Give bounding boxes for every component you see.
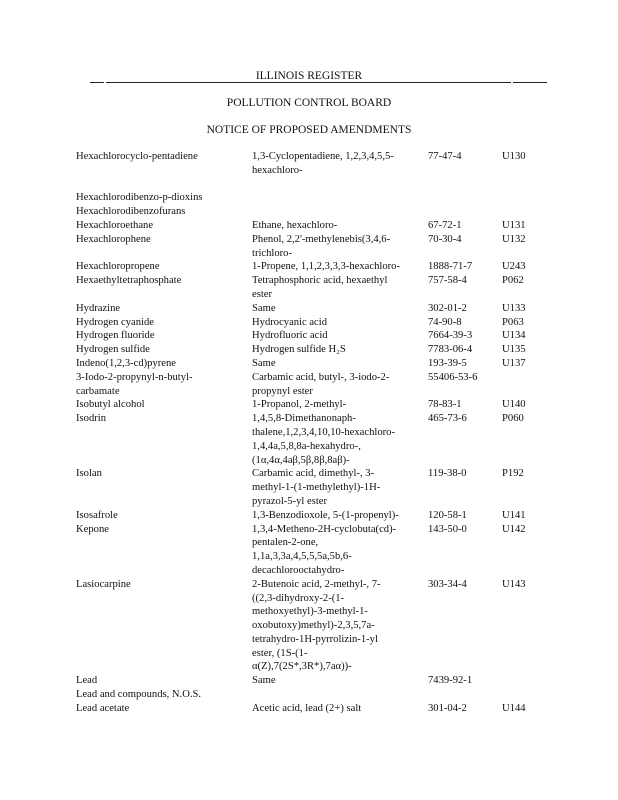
cas-number: 67-72-1: [428, 219, 462, 231]
chemical-synonym: Carbamic acid, butyl-, 3-iodo-2- propynyl ester: [252, 371, 390, 397]
chemical-synonym: Ethane, hexachloro-: [252, 219, 338, 231]
chemical-synonym: Hydrofluoric acid: [252, 330, 328, 342]
waste-code: P063: [502, 316, 524, 328]
table-body: [76, 150, 556, 716]
chemical-synonym: Tetraphosphoric acid, hexaethyl ester: [252, 275, 388, 300]
chemical-synonym: [252, 205, 428, 219]
chemical-synonym: 1-Propene, 1,1,2,3,3,3-hexachloro-: [252, 261, 400, 273]
waste-code: P062: [502, 275, 524, 287]
chemical-name: Hexachlorocyclo-pentadiene: [76, 151, 198, 162]
waste-code: U137: [502, 357, 526, 369]
waste-code: U131: [502, 219, 526, 231]
waste-code: [502, 178, 556, 206]
chemical-synonym: Same: [252, 302, 276, 314]
table-row: [76, 688, 556, 702]
hazardous-constituents-table: [76, 150, 556, 716]
cas-number: [428, 688, 502, 702]
chemical-synonym: Same: [252, 675, 276, 687]
chemical-name: Kepone: [76, 523, 109, 535]
table-row: [76, 523, 556, 578]
waste-code: U144: [502, 702, 526, 714]
table-row: [76, 178, 556, 206]
chemical-name: Hexachlorophene: [76, 233, 151, 245]
cas-number: 1888-71-7: [428, 261, 473, 273]
table-row: [76, 398, 556, 412]
waste-code: U141: [502, 509, 526, 521]
chemical-synonym: 1,3-Benzodioxole, 5-(1-propenyl)-: [252, 509, 399, 521]
waste-code: U134: [502, 330, 526, 342]
cas-number: 70-30-4: [428, 233, 462, 245]
chemical-name: Isosafrole: [76, 509, 118, 521]
cas-number: 757-58-4: [428, 275, 467, 287]
cas-number: 7664-39-3: [428, 330, 473, 342]
cas-number: 77-47-4: [428, 151, 462, 162]
chemical-synonym: 1-Propanol, 2-methyl-: [252, 399, 347, 411]
chemical-synonym: Phenol, 2,2'-methylenebis(3,4,6- trichloro-: [252, 233, 391, 259]
waste-code: U132: [502, 233, 526, 245]
table-row: [76, 343, 556, 357]
waste-code: U133: [502, 302, 526, 314]
chemical-name: Lasiocarpine: [76, 578, 131, 590]
chemical-synonym: 1,4,5,8-Dimethanonaph- thalene,1,2,3,4,10,10-hexachloro- 1,4,4a,5,8,8a-hexahydro-, (1α,4α,4aβ,5β,8β,8aβ)-: [252, 413, 395, 466]
table-row: [76, 371, 556, 399]
chemical-synonym: Carbamic acid, dimethyl-, 3- methyl-1-(1-methylethyl)-1H- pyrazol-5-yl ester: [252, 468, 381, 507]
chemical-name: Hydrogen sulfide: [76, 344, 150, 356]
register-title: ILLINOIS REGISTER: [255, 70, 363, 82]
chemical-name: Hydrogen cyanide: [76, 316, 154, 328]
table-row: [76, 274, 556, 302]
chemical-name: Isodrin: [76, 413, 107, 425]
cas-number: 7783-06-4: [428, 344, 473, 356]
chemical-synonym: Hydrogen sulfide H₂S: [252, 344, 346, 356]
chemical-name: Indeno(1,2,3-cd)pyrene: [76, 357, 177, 369]
board-title: POLLUTION CONTROL BOARD: [226, 97, 392, 109]
table-row: [76, 578, 556, 675]
cas-number: 303-34-4: [428, 578, 467, 590]
chemical-synonym: Same: [252, 357, 276, 369]
chemical-name: Hexachloroethane: [76, 219, 154, 231]
waste-code: U143: [502, 578, 526, 590]
table-row: [76, 412, 556, 467]
cas-number: 120-58-1: [428, 509, 467, 521]
chemical-name: Lead: [76, 675, 98, 687]
table-row: [76, 357, 556, 371]
cas-number: [428, 205, 502, 219]
waste-code: P192: [502, 468, 524, 480]
chemical-synonym: 1,3-Cyclopentadiene, 1,2,3,4,5,5- hexachloro-: [252, 151, 394, 176]
chemical-name: Hexachloropropene: [76, 261, 160, 273]
table-row: [76, 302, 556, 316]
waste-code: [502, 674, 556, 688]
cas-number: 55406-53-6: [428, 371, 478, 383]
chemical-name: Hexachlorodibenzofurans: [76, 206, 186, 218]
chemical-synonym: Hydrocyanic acid: [252, 316, 328, 328]
table-row: [76, 329, 556, 343]
waste-code: U140: [502, 399, 526, 411]
cas-number: 301-04-2: [428, 702, 467, 714]
table-row: [76, 509, 556, 523]
chemical-name: Isobutyl alcohol: [76, 399, 145, 411]
waste-code: [502, 205, 556, 219]
chemical-name: Hydrazine: [76, 302, 121, 314]
chemical-name: Hexaethyltetraphosphate: [76, 275, 182, 287]
cas-number: 74-90-8: [428, 316, 462, 328]
cas-number: 143-50-0: [428, 523, 467, 535]
table-row: [76, 467, 556, 508]
cas-number: 78-83-1: [428, 399, 462, 411]
waste-code: U142: [502, 523, 526, 535]
table-row: [76, 674, 556, 688]
table-row: [76, 702, 556, 716]
chemical-name: Lead and compounds, N.O.S.: [76, 689, 202, 701]
cas-number: 193-39-5: [428, 357, 467, 369]
notice-title: NOTICE OF PROPOSED AMENDMENTS: [206, 124, 412, 136]
chemical-name: Hexachlorodibenzo-p-dioxins: [76, 192, 203, 204]
waste-code: U135: [502, 344, 526, 356]
cas-number: 7439-92-1: [428, 675, 473, 687]
chemical-name: Lead acetate: [76, 702, 130, 714]
table-row: [76, 316, 556, 330]
table-row: [76, 219, 556, 233]
chemical-name: 3-Iodo-2-propynyl-n-butyl- carbamate: [76, 371, 193, 397]
cas-number: [428, 178, 502, 206]
chemical-synonym: Acetic acid, lead (2+) salt: [252, 702, 362, 714]
waste-code: [502, 688, 556, 702]
table-row: [76, 205, 556, 219]
table-row: [76, 150, 556, 178]
table-row: [76, 260, 556, 274]
chemical-synonym: [252, 688, 428, 702]
chemical-synonym: 2-Butenoic acid, 2-methyl-, 7- ((2,3-dihydroxy-2-(1- methoxyethyl)-3-methyl-1- oxobutoxy)methyl)-2,3,5,7a- tetrahydro-1H-pyrrolizin-1-yl ester, (1S-(1- α(Z),7(2S*,3R*),7aα))-: [252, 578, 381, 673]
waste-code: U243: [502, 261, 526, 273]
cas-number: 302-01-2: [428, 302, 467, 314]
waste-code: P060: [502, 413, 524, 425]
cas-number: 465-73-6: [428, 413, 467, 425]
cas-number: 119-38-0: [428, 468, 467, 480]
waste-code: U130: [502, 151, 526, 162]
waste-code: [502, 371, 556, 399]
chemical-name: Isolan: [76, 468, 102, 480]
chemical-name: Hydrogen fluoride: [76, 330, 155, 342]
chemical-synonym: 1,3,4-Metheno-2H-cyclobuta(cd)- pentalen-2-one, 1,1a,3,3a,4,5,5,5a,5b,6- decachlorooctahydro-: [252, 523, 397, 576]
table-row: [76, 233, 556, 261]
chemical-synonym: [252, 178, 428, 206]
